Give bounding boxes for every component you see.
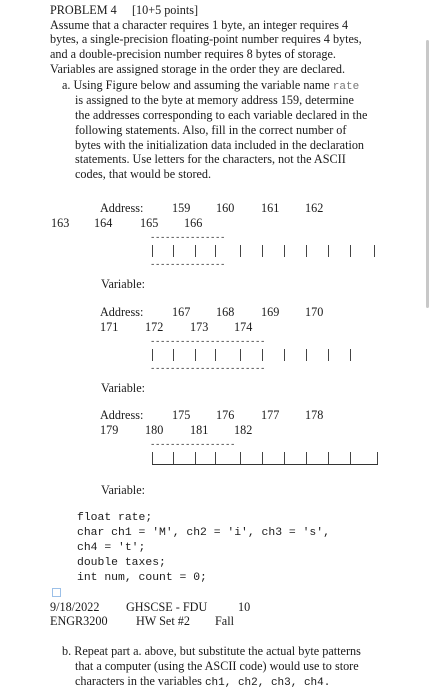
problem-title — [50, 3, 198, 18]
byte-divider — [350, 349, 351, 361]
footer-term: Fall — [215, 614, 234, 628]
address-159: 159 — [172, 201, 191, 215]
byte-divider — [240, 245, 241, 257]
intro-line-2: bytes, a single-precision floating-point number requires 4 bytes, — [50, 32, 362, 46]
byte-divider — [195, 452, 196, 464]
byte-divider — [195, 349, 196, 361]
address-174: 174 — [234, 320, 253, 334]
address-label: Address: — [100, 201, 144, 215]
code-line-3: ch4 = 't'; — [77, 542, 146, 554]
bottom-dash-line: --------------- — [150, 260, 226, 270]
footer-org: GHSCSE - FDU — [126, 600, 208, 614]
code-line-1: float rate; — [77, 512, 153, 524]
byte-divider — [328, 349, 329, 361]
byte-divider — [215, 452, 216, 464]
part-b-line-3: characters in the variables ch1, ch2, ch3, ch4. — [75, 674, 331, 689]
problem-points: [10+5 points] — [131, 3, 199, 17]
variable-label: Variable: — [101, 483, 145, 497]
byte-divider — [152, 245, 153, 257]
address-169: 169 — [261, 305, 280, 319]
footer-date: 9/18/2022 — [50, 600, 100, 614]
footer-page-number: 10 — [238, 600, 251, 614]
address-182: 182 — [234, 423, 253, 437]
address-177: 177 — [261, 408, 280, 422]
byte-divider — [195, 245, 196, 257]
byte-divider — [215, 349, 216, 361]
byte-divider — [215, 245, 216, 257]
address-179: 179 — [100, 423, 119, 437]
part-a-line-6: statements. Use letters for the characters, not the ASCII — [75, 152, 346, 166]
byte-divider — [262, 245, 263, 257]
code-line-2: char ch1 = 'M', ch2 = 'i', ch3 = 's', — [77, 527, 330, 539]
part-b-var-list: ch1, ch2, ch3, ch4. — [204, 677, 331, 689]
byte-divider — [284, 245, 285, 257]
address-175: 175 — [172, 408, 191, 422]
part-a-line-7: codes, that would be stored. — [75, 167, 212, 181]
byte-divider — [306, 349, 307, 361]
intro-line-3: and a double-precision number requires 8 bytes of storage. — [50, 47, 336, 61]
address-161: 161 — [261, 201, 280, 215]
code-line-5: int num, count = 0; — [77, 572, 207, 584]
var-name-rate: rate — [332, 81, 360, 93]
scrollbar[interactable] — [426, 40, 429, 308]
address-168: 168 — [216, 305, 235, 319]
address-160: 160 — [216, 201, 235, 215]
problem-number: PROBLEM 4 — [50, 3, 117, 17]
variable-label: Variable: — [101, 277, 145, 291]
intro-line-4: Variables are assigned storage in the order they are declared. — [50, 62, 346, 76]
address-label: Address: — [100, 408, 144, 422]
address-181: 181 — [190, 423, 209, 437]
part-a-line-1: a. Using Figure below and assuming the variable name rate — [62, 78, 360, 93]
address-164: 164 — [94, 216, 113, 230]
address-178: 178 — [305, 408, 324, 422]
part-a-line-2: is assigned to the byte at memory address 159, determine — [75, 93, 354, 107]
byte-divider — [350, 452, 351, 464]
part-b-line-1: b. Repeat part a. above, but substitute the actual byte patterns — [62, 644, 361, 658]
byte-divider — [152, 349, 153, 361]
address-165: 165 — [140, 216, 159, 230]
bottom-dash-line: ----------------------- — [150, 364, 266, 374]
byte-divider — [173, 452, 174, 464]
variable-label: Variable: — [101, 381, 145, 395]
address-label: Address: — [100, 305, 144, 319]
byte-divider — [374, 245, 375, 257]
byte-divider — [377, 452, 378, 464]
address-167: 167 — [172, 305, 191, 319]
address-173: 173 — [190, 320, 209, 334]
part-a-line-5: bytes with the initialization data included in the declaration — [75, 138, 365, 152]
top-dash-line: ----------------------- — [150, 337, 266, 347]
address-171: 171 — [100, 320, 119, 334]
byte-divider — [350, 245, 351, 257]
intro-line-1: Assume that a character requires 1 byte, an integer requires 4 — [50, 18, 349, 32]
byte-divider — [262, 452, 263, 464]
byte-divider — [173, 245, 174, 257]
byte-divider — [173, 349, 174, 361]
byte-divider — [306, 245, 307, 257]
checkbox-marker[interactable] — [52, 588, 61, 597]
address-176: 176 — [216, 408, 235, 422]
top-dash-line: ----------------- — [150, 440, 236, 450]
byte-divider — [152, 452, 153, 464]
byte-divider — [306, 452, 307, 464]
part-a-line-4: following statements. Also, fill in the correct number of — [75, 123, 347, 137]
address-163: 163 — [51, 216, 70, 230]
byte-divider — [262, 349, 263, 361]
footer-course: ENGR3200 — [50, 614, 108, 628]
part-b-line-2: that a computer (using the ASCII code) would use to store — [75, 659, 359, 673]
byte-divider — [240, 452, 241, 464]
bottom-rule — [152, 464, 378, 465]
address-180: 180 — [145, 423, 164, 437]
address-166: 166 — [184, 216, 203, 230]
address-162: 162 — [305, 201, 324, 215]
byte-divider — [328, 452, 329, 464]
address-172: 172 — [145, 320, 164, 334]
byte-divider — [284, 349, 285, 361]
byte-divider — [284, 452, 285, 464]
footer-hw: HW Set #2 — [136, 614, 190, 628]
top-dash-line: --------------- — [150, 233, 226, 243]
byte-divider — [328, 245, 329, 257]
byte-divider — [240, 349, 241, 361]
part-a-line-3: the addresses corresponding to each variable declared in the — [75, 108, 368, 122]
code-line-4: double taxes; — [77, 557, 166, 569]
address-170: 170 — [305, 305, 324, 319]
